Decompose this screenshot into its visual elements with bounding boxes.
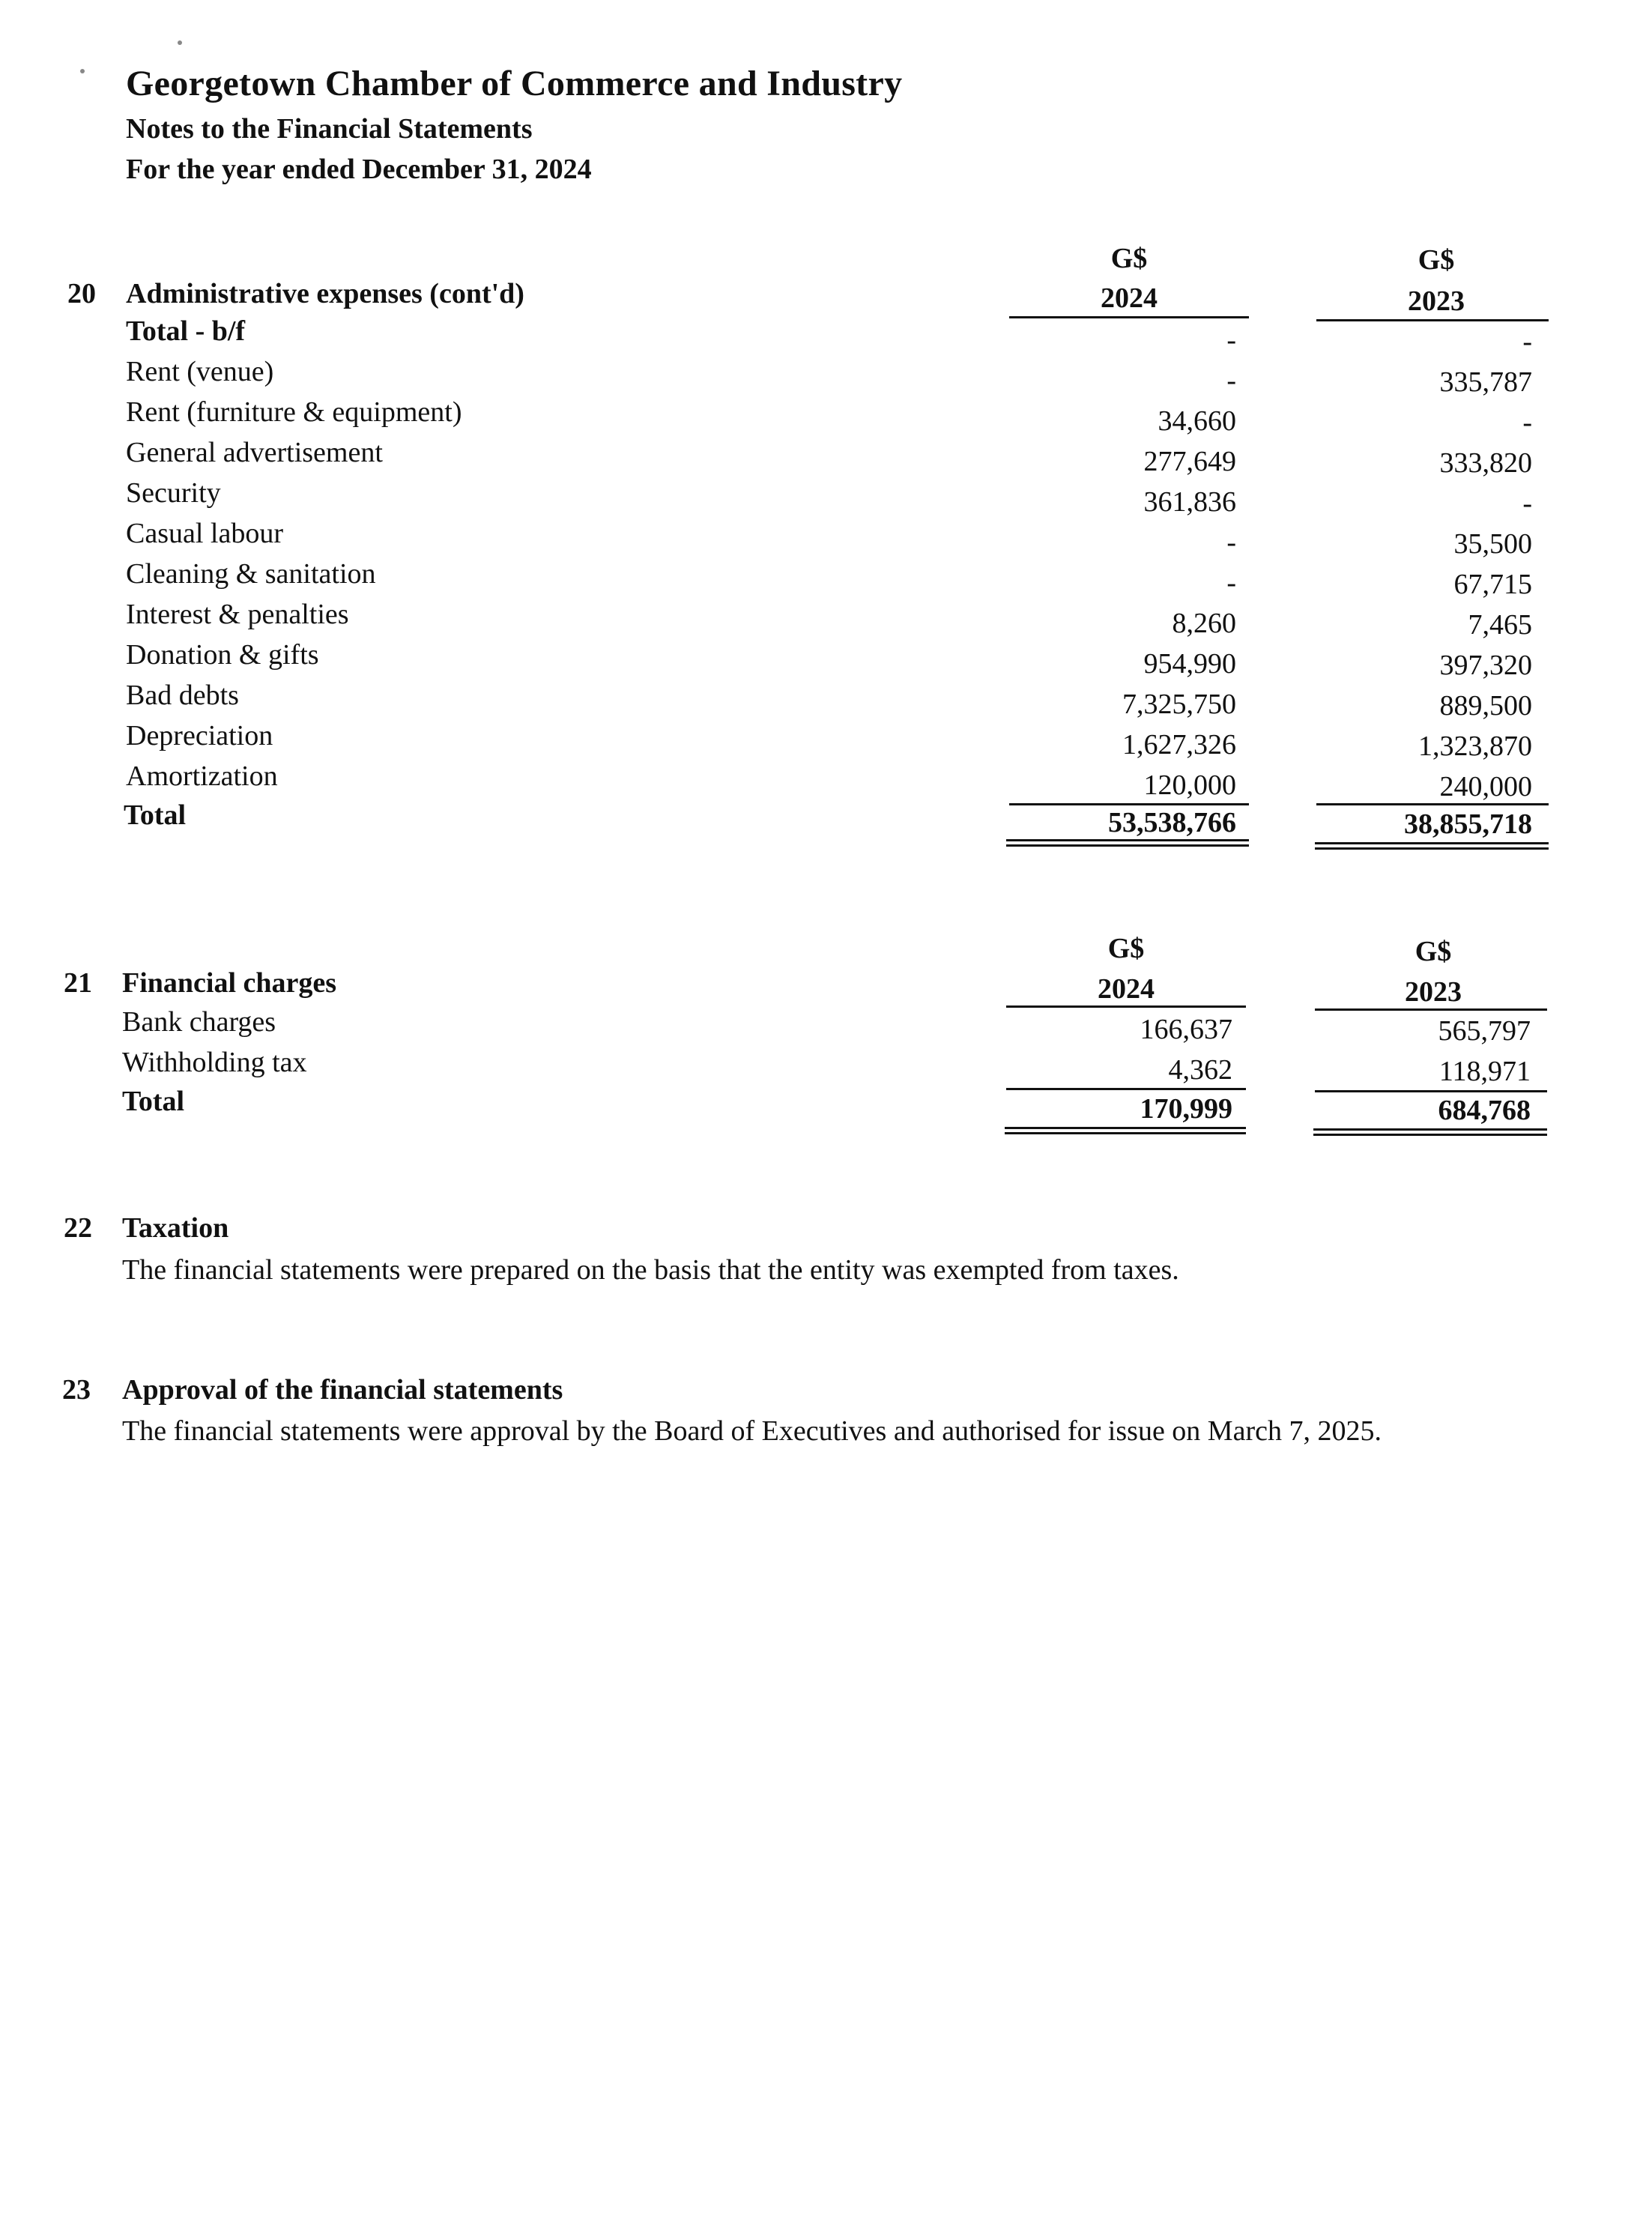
note23-number: 23 [62, 1374, 91, 1406]
note20-row-value-2023: 333,820 [1439, 447, 1532, 479]
note21-subtotal-rule-2023 [1315, 1090, 1547, 1092]
note23-text: The financial statements were approval by the Board of Executives and authorised for issue on March 7, 2025. [122, 1415, 1382, 1447]
note20-row-value-2024: 954,990 [1143, 648, 1236, 680]
document-subtitle: Notes to the Financial Statements [126, 113, 533, 145]
note21-subtotal-rule-2024 [1006, 1088, 1246, 1090]
note20-row-value-2023: 397,320 [1439, 650, 1532, 681]
note20-row-label: Casual labour [126, 518, 284, 549]
note20-total-2023: 38,855,718 [1404, 808, 1532, 840]
note21-currency-2023: G$ [1415, 936, 1452, 967]
note23-title: Approval of the financial statements [122, 1374, 563, 1406]
note20-row-value-2024: 7,325,750 [1122, 689, 1236, 720]
note21-row-value-2024: 4,362 [1168, 1054, 1232, 1086]
note21-row-label: Bank charges [122, 1006, 276, 1038]
note21-total-label: Total [122, 1086, 185, 1117]
note21-row-value-2023: 118,971 [1438, 1056, 1531, 1087]
note20-row-label: Total - b/f [126, 315, 246, 347]
note20-row-value-2023: 335,787 [1439, 366, 1532, 398]
note20-row-value-2024: - [1226, 365, 1236, 396]
note20-row-value-2023: 67,715 [1453, 569, 1532, 600]
note20-row-value-2024: - [1226, 567, 1236, 599]
note21-total-2023: 684,768 [1438, 1095, 1531, 1126]
note20-row-value-2023: 889,500 [1439, 690, 1532, 722]
note21-year-2023: 2023 [1405, 976, 1462, 1008]
note20-row-label: Rent (venue) [126, 356, 274, 387]
note20-row-label: Cleaning & sanitation [126, 558, 376, 590]
note20-row-value-2024: 8,260 [1172, 608, 1236, 639]
note20-currency-2024: G$ [1110, 243, 1148, 274]
note20-row-value-2024: - [1226, 324, 1236, 356]
note20-total-2024: 53,538,766 [1108, 807, 1236, 838]
scan-speck [80, 69, 85, 73]
note20-total-double-rule-2023 [1315, 842, 1549, 850]
note20-row-value-2024: - [1226, 527, 1236, 558]
note20-year-2023: 2023 [1408, 285, 1465, 317]
note21-header-rule-2023 [1315, 1008, 1547, 1011]
note21-row-label: Withholding tax [122, 1047, 307, 1078]
note20-row-value-2024: 120,000 [1143, 769, 1236, 801]
note21-total-double-rule-2024 [1005, 1127, 1246, 1134]
note20-row-label: Interest & penalties [126, 599, 349, 630]
note20-row-label: Depreciation [126, 720, 273, 751]
note20-subtotal-rule-2023 [1316, 803, 1549, 805]
note20-row-value-2023: 1,323,870 [1418, 731, 1532, 762]
note20-row-label: General advertisement [126, 437, 383, 468]
note22-number: 22 [64, 1212, 92, 1244]
note21-number: 21 [64, 967, 92, 999]
note21-total-double-rule-2023 [1313, 1128, 1547, 1136]
note20-row-value-2024: 361,836 [1143, 486, 1236, 518]
note21-header-rule-2024 [1006, 1005, 1246, 1008]
note20-row-value-2023: 35,500 [1453, 528, 1532, 560]
note20-row-value-2024: 277,649 [1143, 446, 1236, 477]
note21-total-2024: 170,999 [1140, 1093, 1232, 1125]
note20-row-value-2023: - [1522, 326, 1532, 357]
note22-text: The financial statements were prepared on the basis that the entity was exempted from taxes. [122, 1254, 1179, 1286]
note20-row-value-2023: - [1522, 407, 1532, 438]
note20-row-label: Security [126, 477, 221, 509]
scan-speck [178, 40, 182, 45]
note20-row-value-2023: - [1522, 488, 1532, 519]
note20-currency-2023: G$ [1417, 244, 1455, 276]
note20-subtotal-rule-2024 [1009, 803, 1249, 805]
note20-number: 20 [67, 278, 96, 309]
note20-row-value-2023: 240,000 [1439, 771, 1532, 802]
note21-row-value-2023: 565,797 [1438, 1015, 1531, 1047]
note21-title: Financial charges [122, 967, 337, 999]
note20-row-label: Bad debts [126, 680, 239, 711]
note20-header-rule-2024 [1009, 316, 1249, 318]
reporting-period: For the year ended December 31, 2024 [126, 154, 592, 185]
note20-row-label: Amortization [126, 760, 278, 792]
note20-year-2024: 2024 [1101, 282, 1158, 314]
note20-row-value-2024: 34,660 [1158, 405, 1236, 437]
note21-row-value-2024: 166,637 [1140, 1014, 1232, 1045]
note21-year-2024: 2024 [1098, 973, 1155, 1005]
note20-header-rule-2023 [1316, 319, 1549, 321]
note20-title: Administrative expenses (cont'd) [126, 278, 524, 309]
note22-title: Taxation [122, 1212, 229, 1244]
organization-title: Georgetown Chamber of Commerce and Industry [126, 64, 903, 103]
note20-row-label: Donation & gifts [126, 639, 319, 671]
note20-row-value-2023: 7,465 [1468, 609, 1532, 641]
note20-total-label: Total [124, 799, 187, 831]
note21-currency-2024: G$ [1107, 933, 1145, 964]
note20-total-double-rule-2024 [1006, 839, 1249, 847]
note20-row-value-2024: 1,627,326 [1122, 729, 1236, 760]
note20-row-label: Rent (furniture & equipment) [126, 396, 462, 428]
